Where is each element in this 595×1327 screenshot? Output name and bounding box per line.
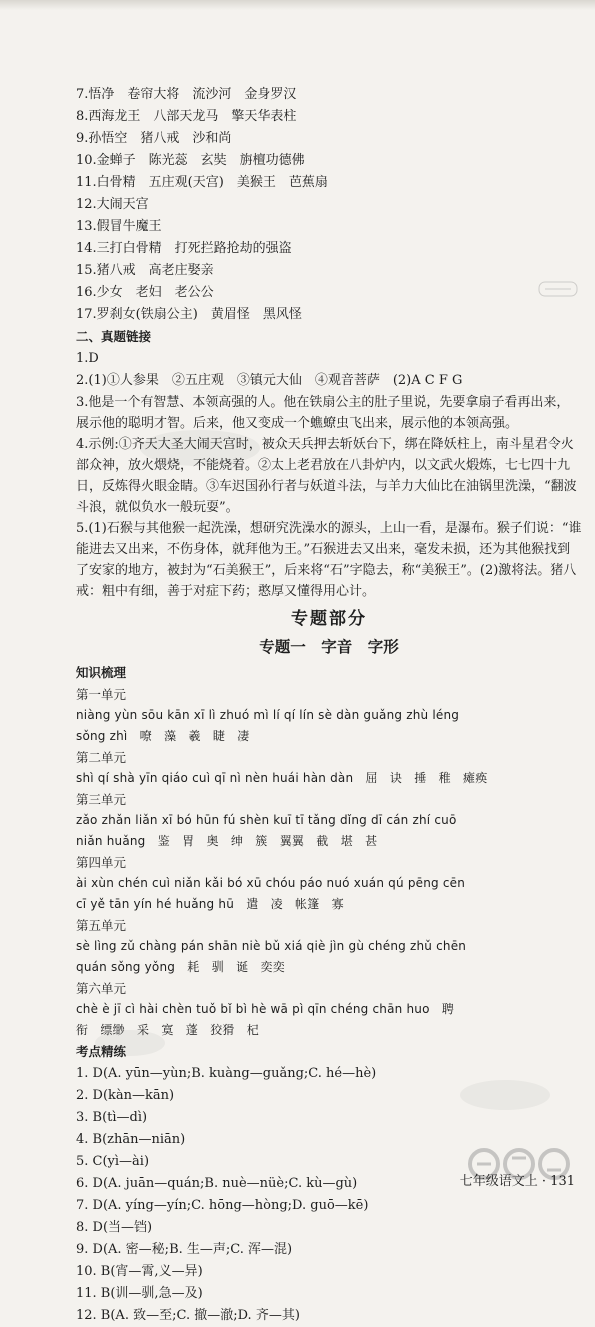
zhenti-list xyxy=(76,348,582,602)
answer-line: 12.大闹天宫 xyxy=(76,197,149,212)
zhenti-item: 1.D xyxy=(76,351,99,366)
pinyin-line: quán sǒng yǒng 耗 驯 诞 奕奕 xyxy=(76,960,285,974)
practice-list xyxy=(76,1063,582,1327)
answer-line: 8.西海龙王 八部天龙马 擎天华表柱 xyxy=(76,109,297,124)
practice-item: 5. C(yì—ài) xyxy=(76,1154,150,1169)
pinyin-line: niàng yùn sōu kān xī lì zhuó mì lí qí lín sè dàn guǎng zhù léng xyxy=(76,708,460,722)
practice-item: 9. D(A. 密—秘;B. 生—声;C. 浑—混) xyxy=(76,1242,293,1257)
practice-item: 7. D(A. yíng—yín;C. hōng—hòng;D. guō—kē) xyxy=(76,1198,369,1213)
page-top-edge xyxy=(0,0,595,10)
section-title: 专题部分 xyxy=(291,609,367,629)
practice-item: 2. D(kàn—kān) xyxy=(76,1088,175,1103)
pinyin-line: zǎo zhǎn liǎn xī bó hūn fú shèn kuī tī tǎng dǐng dī cán zhí cuō xyxy=(76,813,457,827)
answer-line: 9.孙悟空 猪八戒 沙和尚 xyxy=(76,131,232,146)
zhenti-item: 3.他是一个有智慧、本领高强的人。他在铁扇公主的肚子里说，先要拿扇子看再出来，展示他的聪明才智。后来，他又变成一个蟭蟟虫飞出来，展示他的本领高强。 xyxy=(76,395,570,431)
pinyin-line: sǒng zhì 嘹 藻 羲 睫 凄 xyxy=(76,729,250,743)
zhenti-item: 4.示例:①齐天大圣大闹天宫时，被众天兵押去斩妖台下，绑在降妖柱上，南斗星君令火部众神，放火煨烧，不能烧着。②太上老君放在八卦炉内，以文武火煅炼，七七四十九日，反炼得火眼金睛。③车迟国孙行者与妖道斗法，与羊力大仙比在油锅里洗澡，“翻波斗浪，就似负水一般玩耍”。 xyxy=(76,437,577,515)
pinyin-line: sè lìng zǔ chàng pán shān niè bǔ xiá qiè jìn gù chéng zhǔ chēn xyxy=(76,939,467,953)
answer-line: 17.罗刹女(铁扇公主) 黄眉怪 黑风怪 xyxy=(76,307,302,322)
practice-item: 4. B(zhān—niān) xyxy=(76,1132,186,1147)
unit-label: 第一单元 xyxy=(76,687,127,702)
answer-line: 14.三打白骨精 打死拦路抢劫的强盗 xyxy=(76,241,292,256)
practice-heading: 考点精练 xyxy=(76,1044,127,1059)
zhenti-item: 5.(1)石猴与其他猴一起洗澡，想研究洗澡水的源头，上山一看，是瀑布。猴子们说：“谁能进去又出来，不伤身体，就拜他为王。”石猴进去又出来，毫发未损，还为其他猴找到了安家的地方，被封为“石美猴王”，后来将“石”字隐去，称“美猴王”。(2)激将法。猪八戒：粗中有细，善于对症下药；憨厚又懂得用心计。 xyxy=(76,521,582,599)
answer-line: 10.金蝉子 陈光蕊 玄奘 旃檀功德佛 xyxy=(76,153,305,168)
topic-title: 专题一 字音 字形 xyxy=(259,637,399,656)
unit-label: 第二单元 xyxy=(76,750,127,765)
practice-item: 1. D(A. yūn—yùn;B. kuàng—guǎng;C. hé—hè) xyxy=(76,1066,377,1081)
answer-line: 13.假冒牛魔王 xyxy=(76,219,162,234)
pinyin-line: niǎn huǎng 鉴 胃 奥 绅 簇 翼翼 截 堪 甚 xyxy=(76,834,378,848)
answer-line: 16.少女 老妇 老公公 xyxy=(76,285,214,300)
knowledge-heading: 知识梳理 xyxy=(76,665,127,680)
practice-item: 11. B(训—驯,急—及) xyxy=(76,1286,203,1301)
unit-label: 第六单元 xyxy=(76,981,127,996)
practice-item: 10. B(宵—霄,义—异) xyxy=(76,1264,203,1279)
zhenti-item: 2.(1)①人参果 ②五庄观 ③镇元大仙 ④观音菩萨 (2)A C F G xyxy=(76,373,463,388)
practice-item: 6. D(A. juān—quán;B. nuè—nüè;C. kù—gù) xyxy=(76,1176,358,1191)
page-footer: 七年级语文上 · 131 xyxy=(459,1174,575,1189)
answer-list xyxy=(76,84,582,326)
practice-item: 3. B(tì—dì) xyxy=(76,1110,148,1125)
unit-list xyxy=(76,684,582,1041)
pinyin-line: chè è jī cì hài chèn tuǒ bǐ bì hè wā pì qīn chéng chān huo 聘 xyxy=(76,1002,455,1016)
pinyin-line: cī yě tān yín hé huǎng hū 遣 凌 帐篷 寡 xyxy=(76,897,344,911)
unit-label: 第三单元 xyxy=(76,792,127,807)
zhenti-heading: 二、真题链接 xyxy=(76,329,152,344)
pinyin-line: ài xùn chén cuì niǎn kǎi bó xū chóu páo nuó xuán qú pēng cēn xyxy=(76,876,466,890)
unit-label: 第四单元 xyxy=(76,855,127,870)
unit-label: 第五单元 xyxy=(76,918,127,933)
pinyin-line: shì qí shà yīn qiáo cuì qī nì nèn huái hàn dàn 屈 诀 捶 稚 瘫痪 xyxy=(76,771,488,785)
answer-line: 15.猪八戒 高老庄娶亲 xyxy=(76,263,214,278)
pinyin-line: 衔 缥缈 采 寞 蓬 狡猾 杞 xyxy=(76,1023,260,1037)
practice-item: 8. D(当—铛) xyxy=(76,1220,153,1235)
answer-line: 7.悟净 卷帘大将 流沙河 金身罗汉 xyxy=(76,87,297,102)
answer-line: 11.白骨精 五庄观(天宫) 美猴王 芭蕉扇 xyxy=(76,175,328,190)
practice-item: 12. B(A. 致—至;C. 撤—澈;D. 齐—其) xyxy=(76,1308,300,1323)
